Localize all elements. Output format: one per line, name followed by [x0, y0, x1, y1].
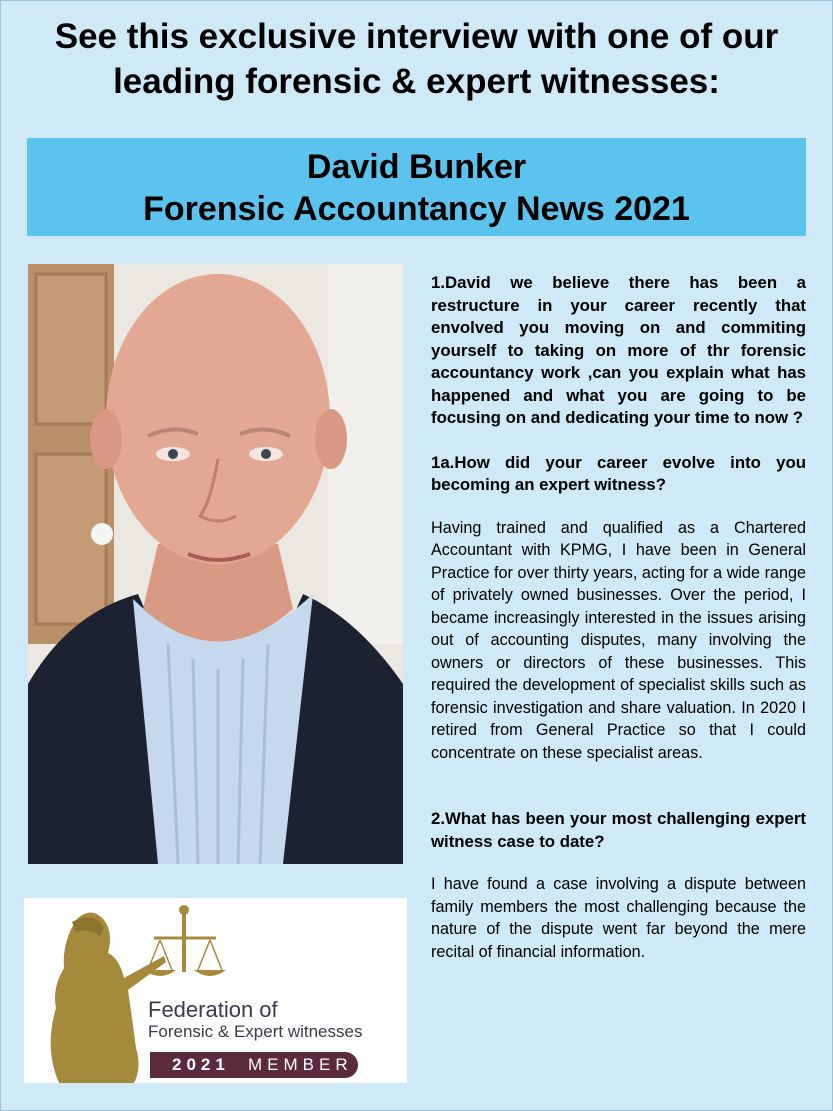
answer-1a: Having trained and qualified as a Chartered Accountant with KPMG, I have been in General Practice for over thirty years, acting for a wide range of privately owned businesses. Over the period, I became increasingly interested in the issues arising out of accounting disputes, many involving the owners or directors of these businesses. This required the development of specialist skills such as forensic investigation and share valuation. In 2020 I retired from General Practice so that I could concentrate on these specialist areas. — [431, 518, 806, 762]
badge-org-line-1: Federation of — [148, 997, 278, 1022]
badge-org-line-2: Forensic & Expert witnesses — [148, 1022, 363, 1041]
badge-member-label: MEMBER — [248, 1055, 353, 1074]
interview-article — [431, 272, 806, 963]
headline-line-1: See this exclusive interview with one of our — [54, 17, 779, 56]
page-headline — [10, 14, 823, 104]
headline-line-2: leading forensic & expert witnesses: — [113, 62, 720, 101]
banner-subtitle: Forensic Accountancy News 2021 — [143, 190, 690, 228]
answer-2: I have found a case involving a dispute between family members the most challenging because the nature of the dispute went far beyond the mere recital of financial information. — [431, 875, 806, 961]
portrait-illustration — [28, 264, 403, 864]
portrait-photo — [28, 264, 403, 864]
interviewee-name: David Bunker — [306, 148, 527, 186]
title-banner — [27, 138, 806, 236]
badge-member-bar — [150, 1052, 358, 1078]
membership-badge — [24, 898, 407, 1083]
question-2: 2.What has been your most challenging expert witness case to date? — [431, 809, 806, 851]
question-1: 1.David we believe there has been a restructure in your career recently that envolved you moving on and commiting yourself to taking on more of thr forensic accountancy work ,can you explain what has happened and what you are going to be focusing on and dedicating your time to now ? — [431, 273, 806, 427]
question-1a: 1a.How did your career evolve into you becoming an expert witness? — [431, 452, 806, 494]
badge-year: 2021 — [172, 1055, 230, 1074]
